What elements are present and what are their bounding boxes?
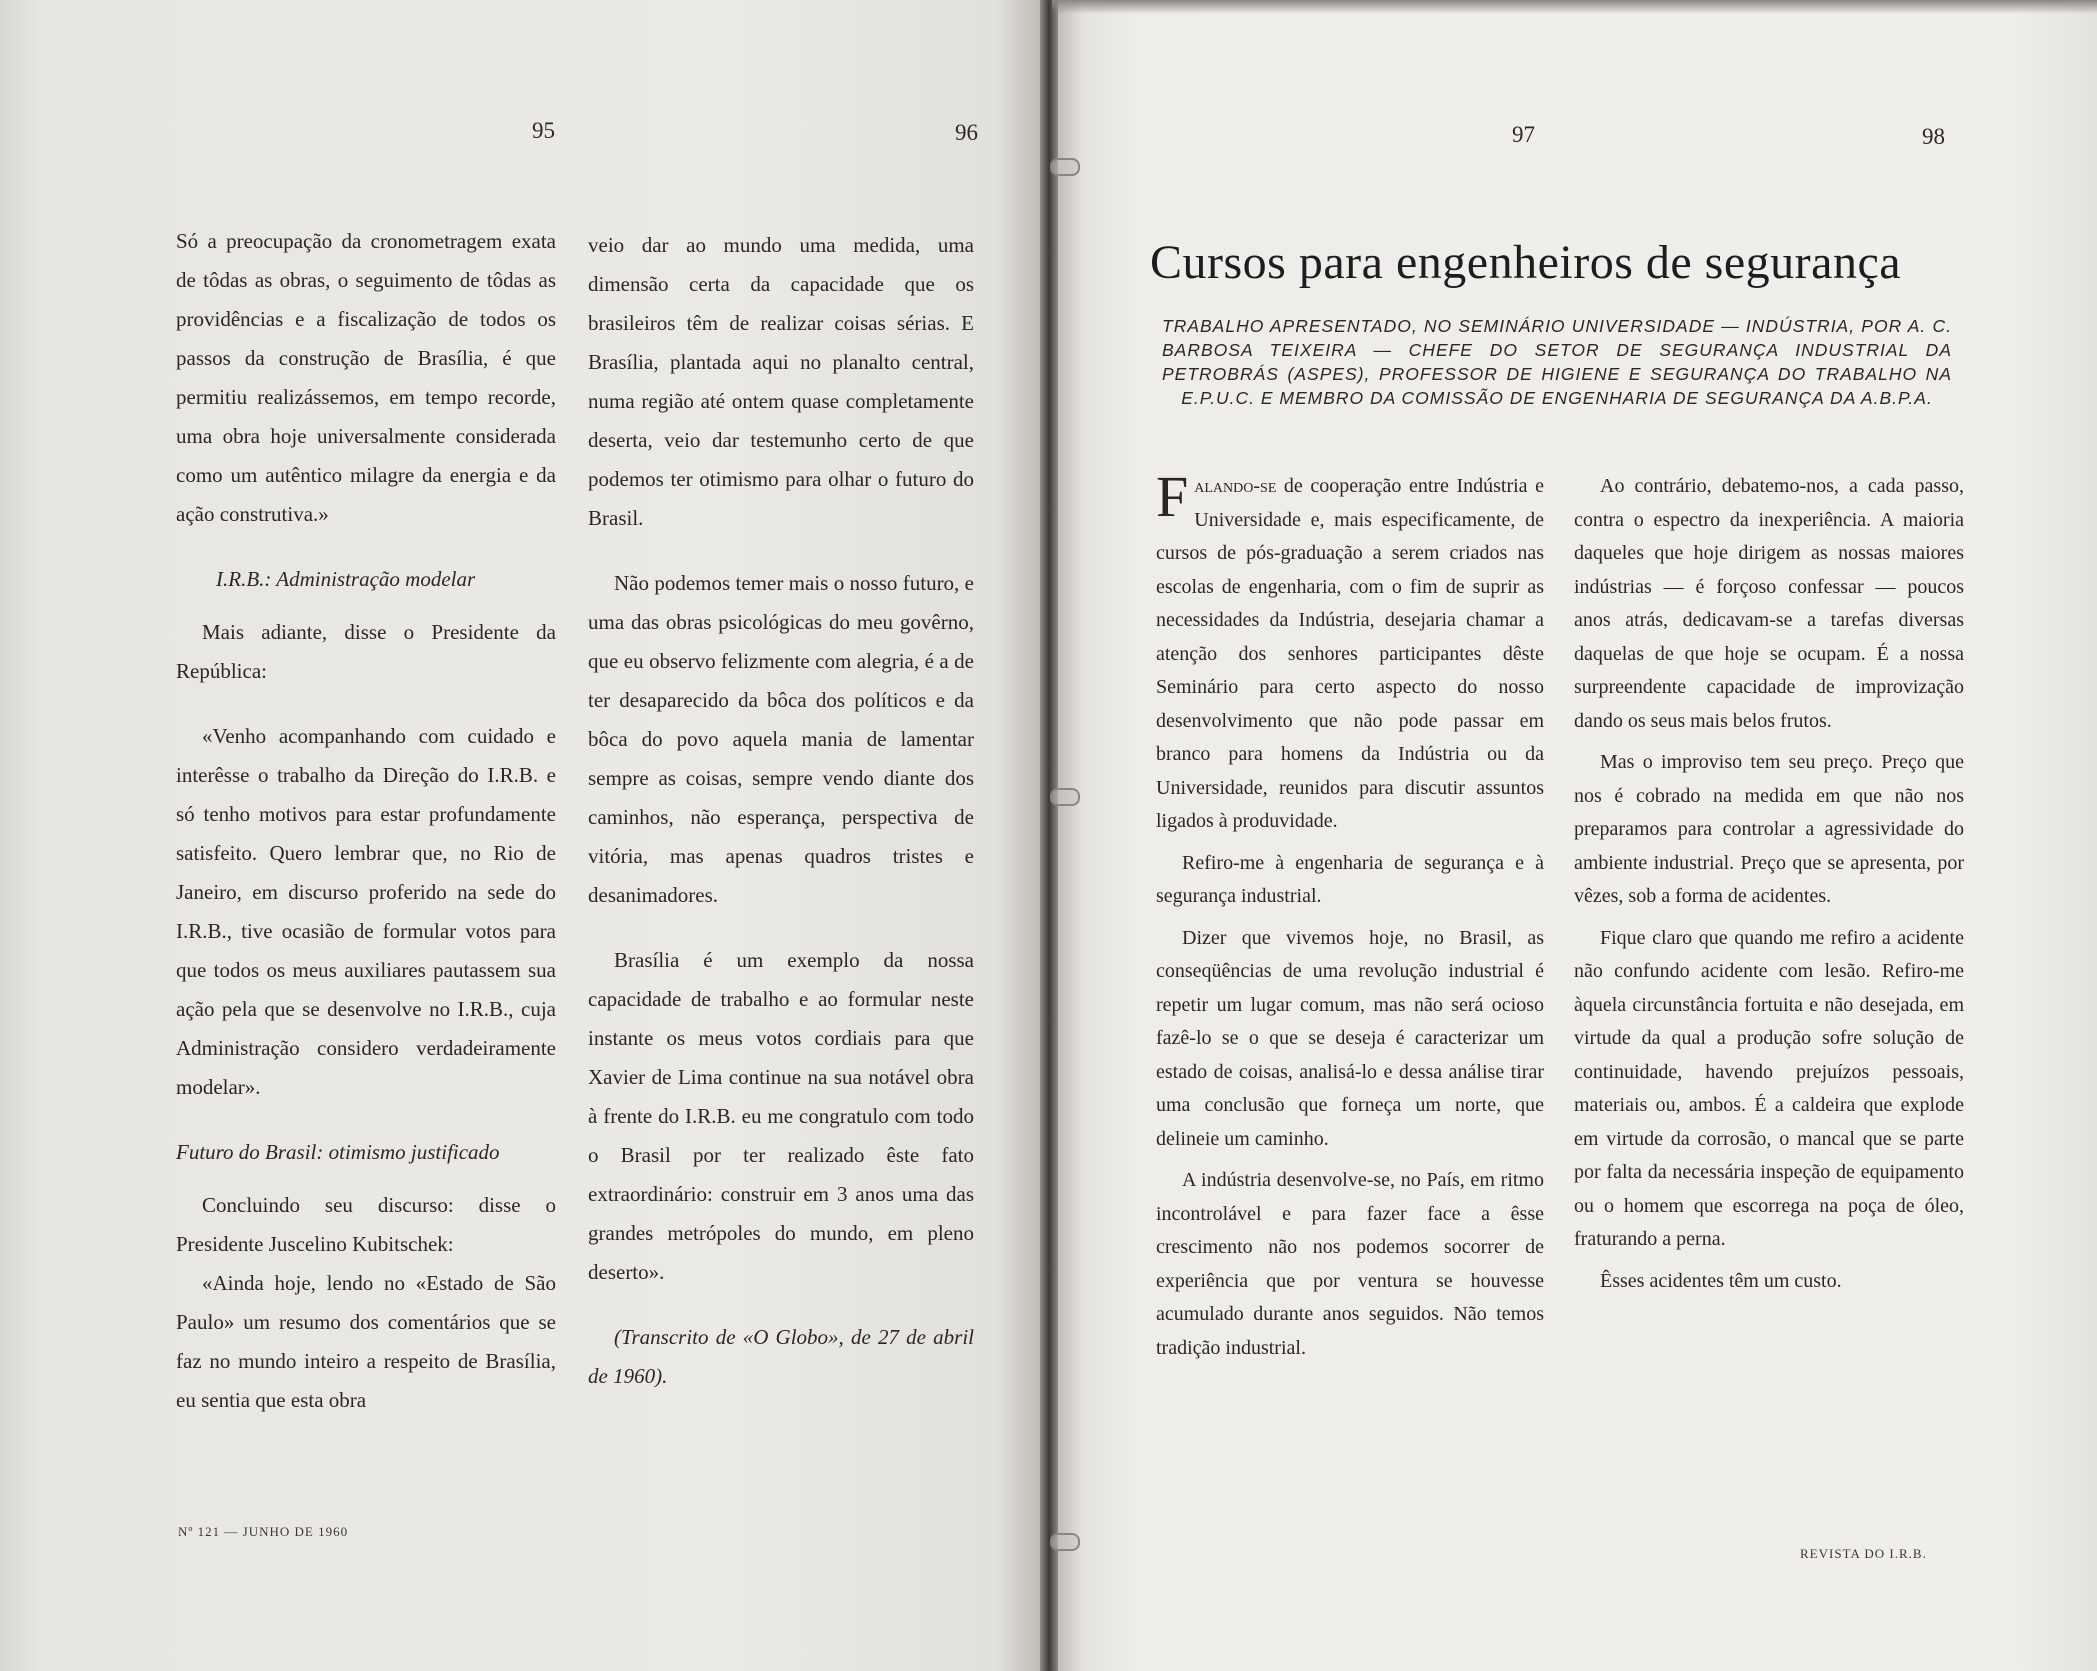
paragraph: Ao contrário, debatemo-nos, a cada passo, contra o espectro da inexperiência. A maioria daqueles que hoje dirigem as nossas maiores indústrias — é forçoso confessar — poucos anos atrás, dedicavam-se a tarefas diversas daquelas de que hoje se ocupam. É a nossa surpreendente capacidade de improvização dando os seus mais belos frutos. xyxy=(1574,475,1964,732)
paragraph: veio dar ao mundo uma medida, uma dimensão certa da capacidade que os brasileiros têm de realizar coisas sérias. E Brasília, plantada aqui no planalto central, numa região até ontem quase completamente deserta, veio dar testemunho certo de que podemos ter otimismo para olhar o futuro do Brasil. xyxy=(588,233,974,530)
left-column-2 xyxy=(588,226,974,1396)
book-gutter xyxy=(1040,0,1058,1671)
right-column-2 xyxy=(1574,470,1964,1298)
paragraph: Mais adiante, disse o Presidente da República: xyxy=(176,620,556,683)
paragraph: Não podemos temer mais o nosso futuro, e uma das obras psicológicas do meu govêrno, que eu observo felizmente com alegria, é a de ter desaparecido da bôca dos políticos e da bôca do povo aquela mania de lamentar sempre as coisas, sempre vendo diante dos caminhos, não esperança, perspectiva de vitória, mas apenas quadros tristes e desanimadores. xyxy=(588,571,974,907)
right-column-1 xyxy=(1156,464,1544,1365)
page-top-shadow xyxy=(1052,0,2097,14)
staple-icon xyxy=(1050,158,1080,176)
section-subheading: I.R.B.: Administração modelar xyxy=(216,567,476,591)
paragraph: A indústria desenvolve-se, no País, em ritmo incontrolável e para fazer face a êsse crescimento não nos podemos socorrer de experiência que por ventura se houvesse acumulado durante anos seguidos. Não temos tradição industrial. xyxy=(1156,1169,1544,1359)
paragraph: de cooperação entre Indústria e Universidade e, mais especificamente, de cursos de pós-graduação a serem criados nas escolas de engenharia, com o fim de suprir as necessidades da Indústria, desejaria chamar a atenção dos senhores participantes dêste Seminário para certo aspecto do nosso desenvolvimento que não pode passar em branco para homens da Indústria ou da Universidade, reunidos para discutir assuntos ligados à produvidade. xyxy=(1156,475,1544,832)
article-title: Cursos para engenheiros de segurança xyxy=(1150,236,1902,289)
paragraph: Brasília é um exemplo da nossa capacidade de trabalho e ao formular neste instante os meus votos cordiais para que Xavier de Lima continue na sua notável obra à frente do I.R.B. eu me congratulo com todo o Brasil por ter realizado êste fato extraordinário: construir em 3 anos uma das grandes metrópoles do mundo, em pleno deserto». xyxy=(588,948,974,1284)
section-subheading: Futuro do Brasil: otimismo justificado xyxy=(176,1140,500,1164)
staple-icon xyxy=(1050,788,1080,806)
source-citation: (Transcrito de «O Globo», de 27 de abril de 1960). xyxy=(588,1325,974,1388)
article-byline: TRABALHO APRESENTADO, NO SEMINÁRIO UNIVERSIDADE — INDÚSTRIA, POR A. C. BARBOSA TEIXEIRA — CHEFE DO SETOR DE SEGURANÇA INDUSTRIAL DA PETROBRÁS (ASPES), PROFESSOR DE HIGIENE E SEGURANÇA DO TRABALHO NA E.P.U.C. E MEMBRO DA COMISSÃO DE ENGENHARIA DE SEGURANÇA DA A.B.P.A. xyxy=(1162,316,1952,408)
paragraph: Concluindo seu discurso: disse o Presidente Juscelino Kubitschek: xyxy=(176,1193,556,1256)
paragraph: Só a preocupação da cronometragem exata de tôdas as obras, o seguimento de tôdas as providências e a fiscalização de todos os passos da construção de Brasília, é que permitiu realizássemos, em tempo recorde, uma obra hoje universalmente considerada como um autêntico milagre da energia e da ação construtiva.» xyxy=(176,229,556,526)
paragraph: «Venho acompanhando com cuidado e interêsse o trabalho da Direção do I.R.B. e só tenho motivos para estar profundamente satisfeito. Quero lembrar que, no Rio de Janeiro, em discurso proferido na sede do I.R.B., tive ocasião de formular votos para que todos os meus auxiliares pautassem sua ação pela que se desenvolve no I.R.B., cuja Administração considero verdadeiramente modelar». xyxy=(176,724,556,1099)
paragraph: «Ainda hoje, lendo no «Estado de São Paulo» um resumo dos comentários que se faz no mundo inteiro a respeito de Brasília, eu sentia que esta obra xyxy=(176,1271,556,1412)
staple-icon xyxy=(1050,1533,1080,1551)
paragraph: Dizer que vivemos hoje, no Brasil, as conseqüências de uma revolução industrial é repetir um lugar comum, mas não será ocioso fazê-lo se o que se deseja é caracterizar um estado de coisas, analisá-lo e dessa análise tirar uma conclusão que forneça um norte, que delineie um caminho. xyxy=(1156,926,1544,1150)
drop-cap: F xyxy=(1156,464,1189,529)
page-number: 97 xyxy=(1512,122,1535,147)
paragraph: Refiro-me à engenharia de segurança e à segurança industrial. xyxy=(1156,851,1544,907)
page-number: 98 xyxy=(1922,124,1945,149)
page-number: 95 xyxy=(532,118,555,143)
paragraph: Êsses acidentes têm um custo. xyxy=(1600,1269,1842,1292)
paragraph: Fique claro que quando me refiro a acidente não confundo acidente com lesão. Refiro-me àquela circunstância fortuita e não desejada, em virtude da qual a produção sofre solução de continuidade, havendo prejuízos pessoais, materiais ou, ambos. É a caldeira que explode em virtude da corrosão, o mancal que se parte por falta da necessária inspeção de equipamento ou o homem que escorrega na poça de óleo, fraturando a perna. xyxy=(1574,926,1964,1250)
lead-in: alando-se xyxy=(1194,475,1277,497)
journal-footer: REVISTA DO I.R.B. xyxy=(1800,1546,1927,1561)
issue-footer: Nº 121 — JUNHO DE 1960 xyxy=(178,1524,349,1539)
left-column-1 xyxy=(176,222,556,1420)
paragraph: Mas o improviso tem seu preço. Preço que nos é cobrado na medida em que não nos preparamos para controlar a agressividade do ambiente industrial. Preço que se apresenta, por vêzes, sob a forma de acidentes. xyxy=(1574,751,1964,907)
page-number: 96 xyxy=(955,120,978,145)
